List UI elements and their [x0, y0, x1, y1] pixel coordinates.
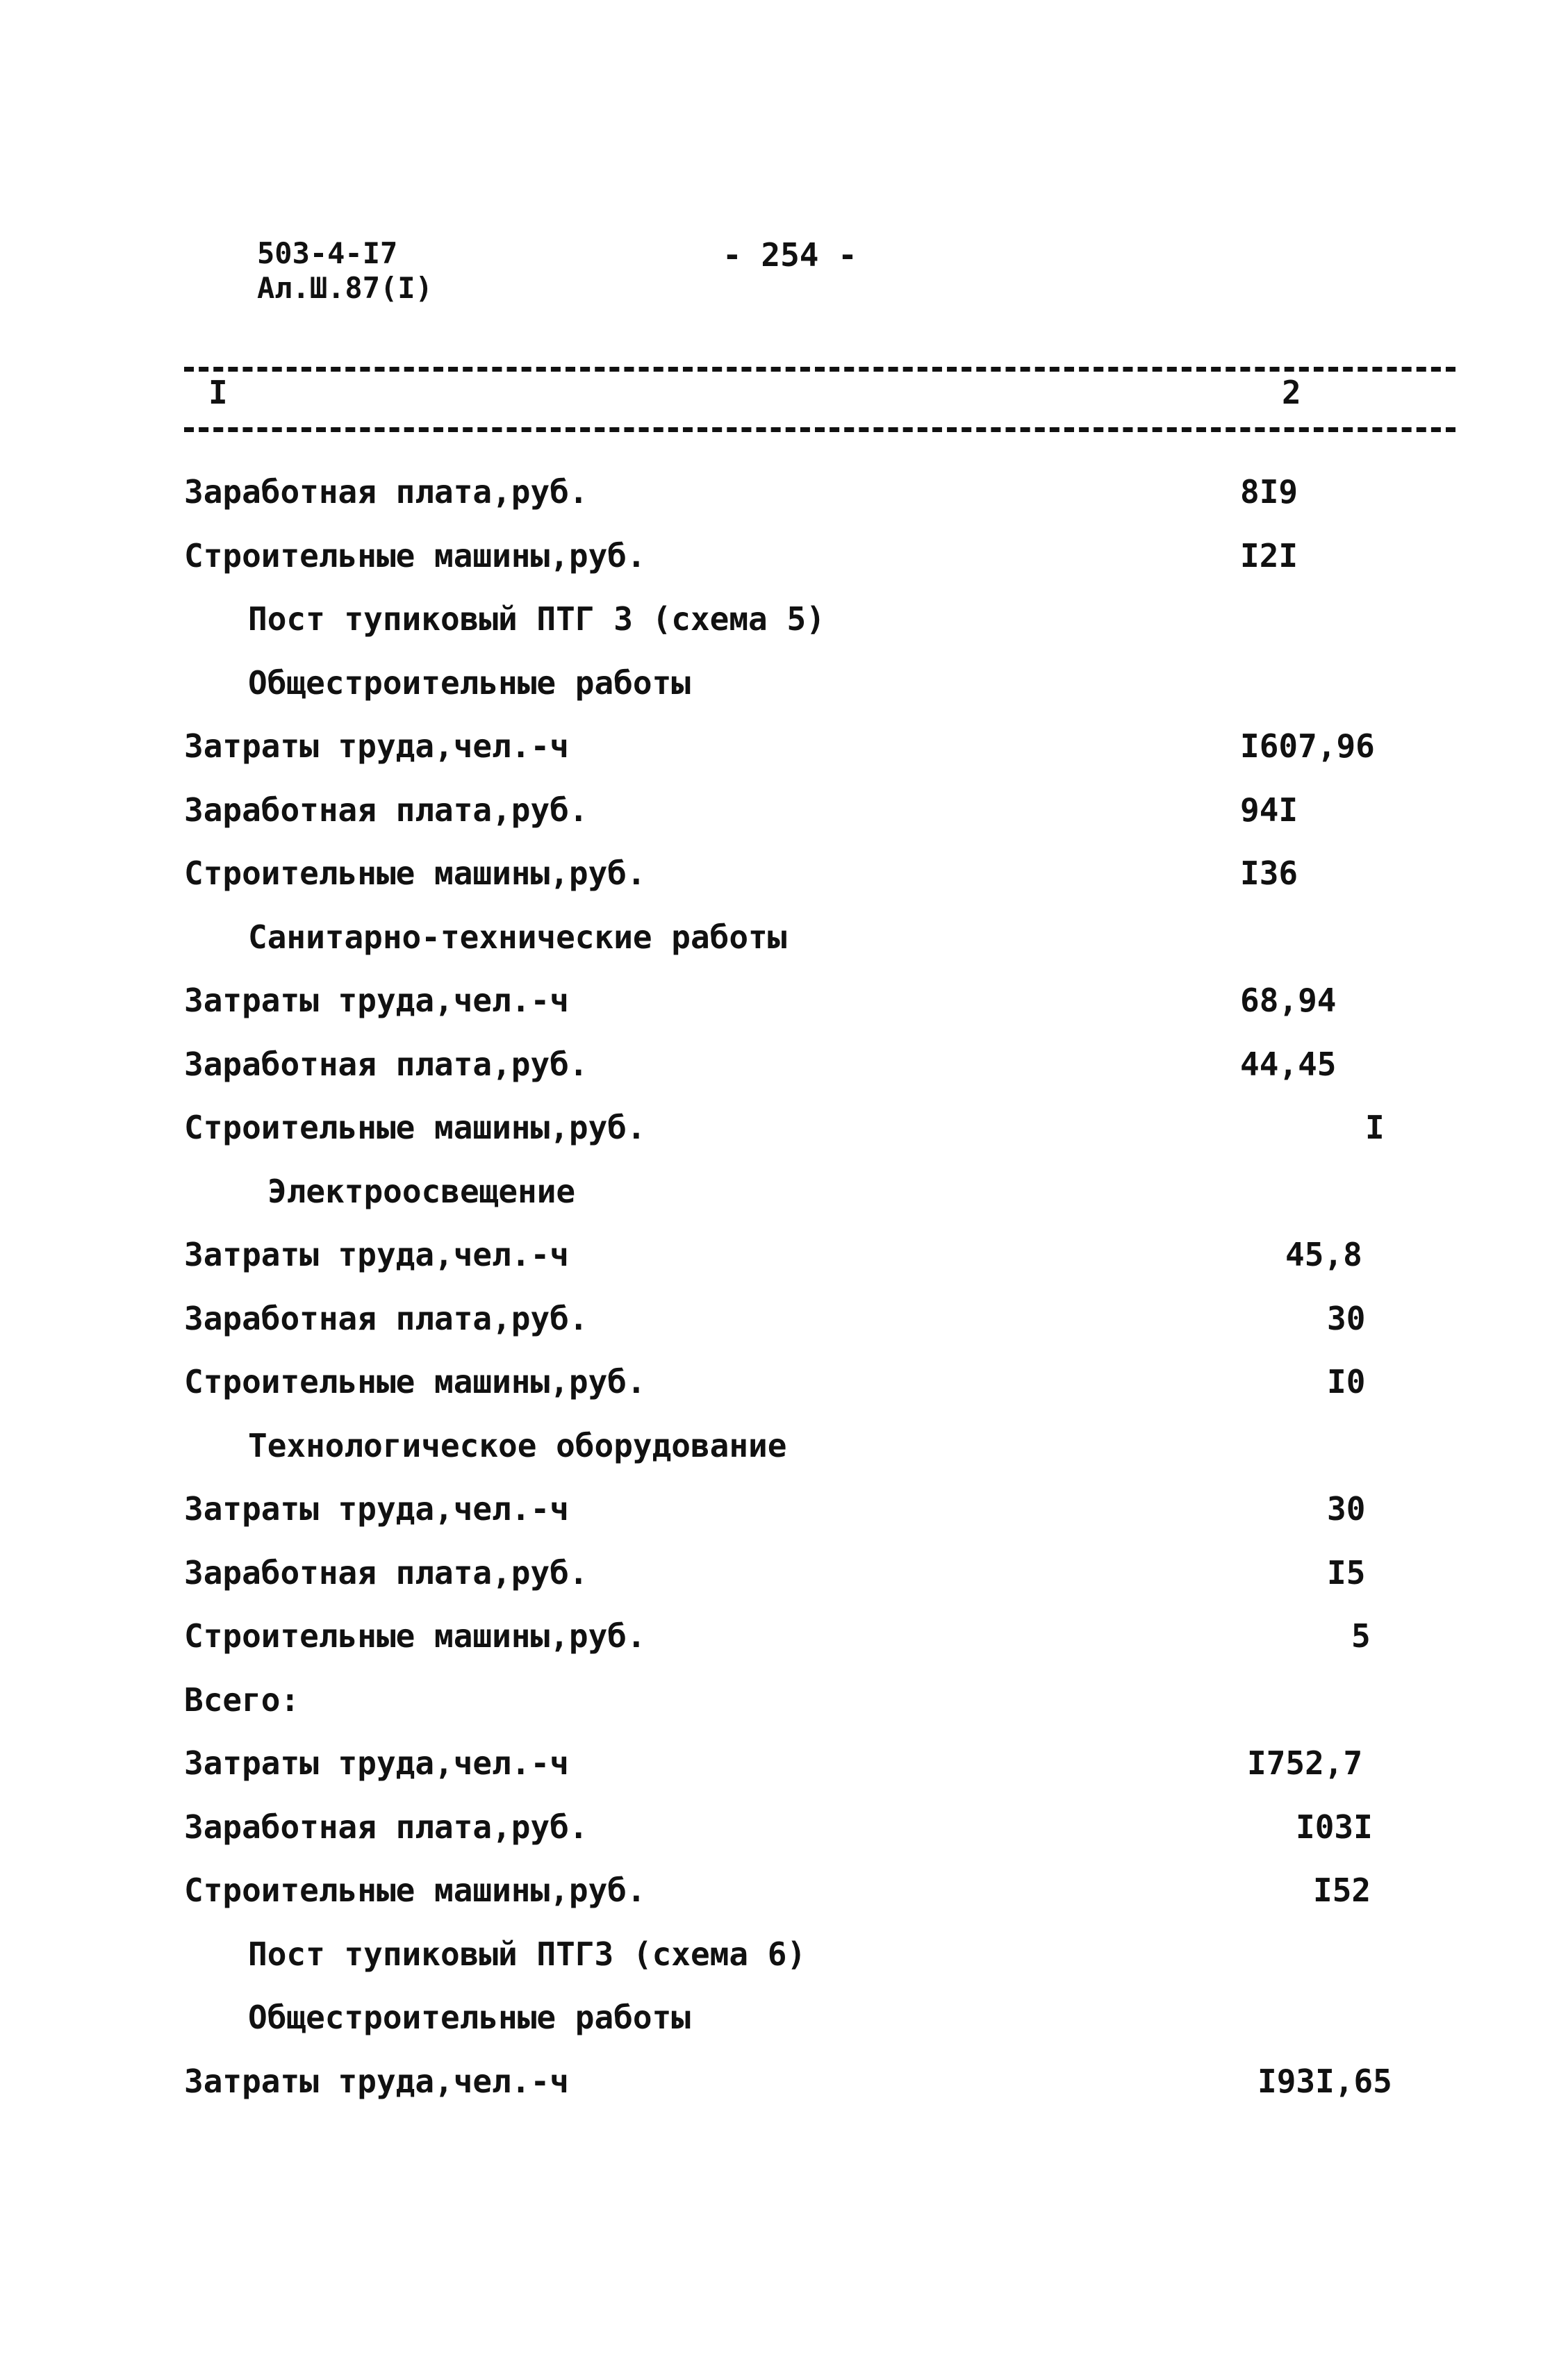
table-header-rule — [184, 427, 1455, 432]
table-row — [184, 1478, 1442, 1542]
row-label: Заработная плата,руб. — [184, 473, 588, 511]
table-row — [184, 1223, 1442, 1287]
section-heading: Пост тупиковый ПТГ 3 (схема 5) — [248, 600, 825, 638]
section-heading: Технологическое оборудование — [248, 1426, 787, 1464]
row-value: I03I — [1296, 1808, 1373, 1846]
row-value: 44,45 — [1240, 1045, 1337, 1083]
row-value: I52 — [1313, 1871, 1371, 1909]
section-heading-row — [184, 1986, 1442, 2050]
section-heading: Электроосвещение — [267, 1172, 576, 1210]
row-value: 94I — [1240, 791, 1298, 829]
table-row — [184, 2050, 1442, 2114]
table-row — [184, 524, 1442, 588]
row-label: Заработная плата,руб. — [184, 1045, 588, 1083]
table-row — [184, 461, 1442, 524]
section-heading-row — [184, 1923, 1442, 1987]
row-label: Строительные машины,руб. — [184, 1109, 646, 1146]
section-heading-row — [184, 588, 1442, 652]
column-2-header: 2 — [1282, 374, 1301, 411]
row-value: I36 — [1240, 854, 1298, 892]
table-row — [184, 1287, 1442, 1351]
row-value: I607,96 — [1240, 727, 1375, 765]
table-row — [184, 842, 1442, 906]
section-heading-row — [184, 652, 1442, 716]
table-row — [184, 1350, 1442, 1414]
row-label: Затраты труда,чел.-ч — [184, 1744, 569, 1782]
row-label: Строительные машины,руб. — [184, 854, 646, 892]
row-label: Заработная плата,руб. — [184, 1299, 588, 1337]
table-row — [184, 1605, 1442, 1669]
table-body — [184, 461, 1442, 2113]
row-label: Строительные машины,руб. — [184, 536, 646, 575]
row-value: I93I,65 — [1257, 2062, 1392, 2100]
table-row — [184, 715, 1442, 779]
row-label: Затраты труда,чел.-ч — [184, 727, 569, 765]
row-value: 8I9 — [1240, 473, 1298, 511]
page-number: - 254 - — [723, 236, 857, 274]
row-label: Всего: — [184, 1680, 300, 1719]
column-1-header: I — [208, 374, 228, 411]
table-row — [184, 779, 1442, 843]
table-row — [184, 1796, 1442, 1860]
row-value: 30 — [1327, 1299, 1366, 1337]
document-code — [257, 236, 433, 306]
row-value: I0 — [1327, 1363, 1366, 1400]
document-code-line2: Ал.Ш.87(I) — [257, 271, 433, 305]
row-value: I2I — [1240, 536, 1298, 575]
row-label: Затраты труда,чел.-ч — [184, 982, 569, 1019]
row-label: Строительные машины,руб. — [184, 1617, 646, 1655]
section-heading: Санитарно-технические работы — [248, 918, 787, 956]
section-heading-row — [184, 1160, 1442, 1224]
table-row — [184, 1033, 1442, 1097]
table-row — [184, 1542, 1442, 1605]
section-heading-row — [184, 906, 1442, 970]
row-label: Строительные машины,руб. — [184, 1871, 646, 1909]
row-value: I — [1365, 1109, 1385, 1146]
table-row — [184, 1732, 1442, 1796]
row-label: Заработная плата,руб. — [184, 791, 588, 829]
section-heading: Общестроительные работы — [248, 1999, 691, 2036]
row-label: Строительные машины,руб. — [184, 1363, 646, 1400]
table-row — [184, 1096, 1442, 1160]
section-heading: Пост тупиковый ПТГЗ (схема 6) — [248, 1935, 807, 1973]
row-value: 5 — [1351, 1617, 1371, 1655]
row-label: Заработная плата,руб. — [184, 1553, 588, 1592]
table-row — [184, 1669, 1442, 1733]
document-code-line1: 503-4-I7 — [257, 236, 398, 270]
row-label: Заработная плата,руб. — [184, 1808, 588, 1846]
section-heading: Общестроительные работы — [248, 663, 691, 702]
row-label: Затраты труда,чел.-ч — [184, 1490, 569, 1528]
table-top-rule — [184, 367, 1455, 372]
table-row — [184, 1859, 1442, 1923]
row-value: I5 — [1327, 1553, 1366, 1592]
row-value: I752,7 — [1247, 1744, 1363, 1782]
row-value: 45,8 — [1285, 1236, 1362, 1273]
row-value: 68,94 — [1240, 982, 1337, 1019]
section-heading-row — [184, 1414, 1442, 1478]
row-value: 30 — [1327, 1490, 1366, 1528]
row-label: Затраты труда,чел.-ч — [184, 2062, 569, 2100]
row-label: Затраты труда,чел.-ч — [184, 1236, 569, 1273]
table-row — [184, 969, 1442, 1033]
